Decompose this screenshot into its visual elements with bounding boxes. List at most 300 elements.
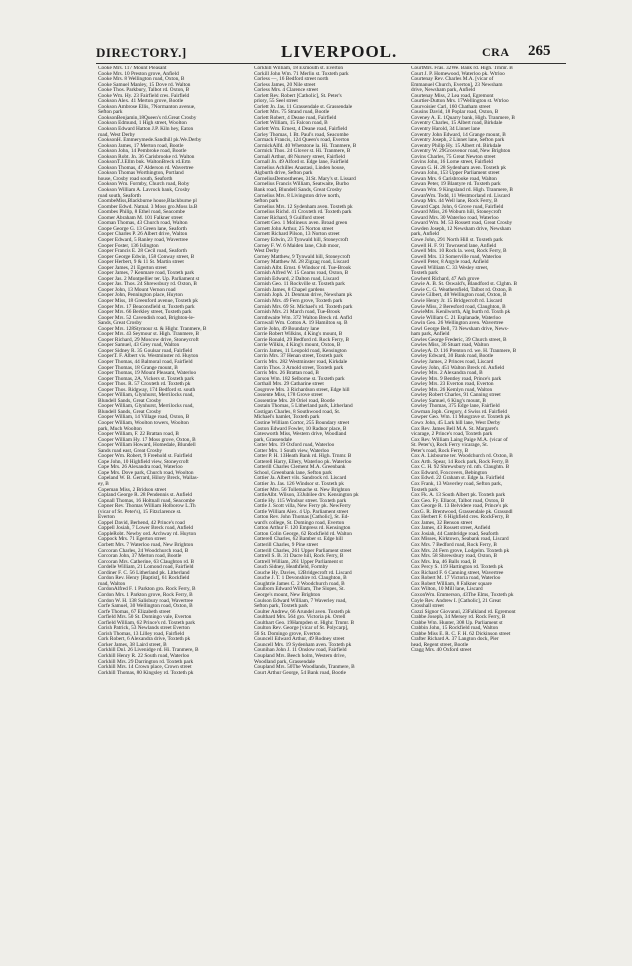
directory-entry: Corson Wm. 182 Selborne st. Toxteth park <box>254 375 345 382</box>
directory-entry: Cooper Wm. Robert, 9 Freehold st. Fairfield <box>98 453 193 460</box>
directory-entry: Cowx John, 45 Lark hill lane, West Derby <box>411 420 501 426</box>
directory-entry: CowieMrs. Kenilworth, Alg burth rd. Toxth pk <box>411 309 511 316</box>
directory-entry: Coulthard Mrs. 564 gro. Victoria pk. Orrell <box>254 614 346 621</box>
directory-entry: Cooper Thos. R. 57 Croxteth rd. Toxteth pk <box>98 381 191 388</box>
directory-entry: Coventry W. 29Grosvenor road, New Brighton <box>411 148 511 155</box>
directory-entry: Cornwall Wm. Cotton A. 19 Hamilton sq. B <box>254 320 348 327</box>
directory-entry: Covins John, 16 Lorne street, Fairfield <box>411 159 493 166</box>
directory-entry: Cooper George Edwin, 158 Conway street, B <box>98 253 195 260</box>
column-1 <box>98 66 254 676</box>
directory-entry: Emmanuel Church, Everton], 23 Newsham <box>411 81 503 88</box>
directory-entry: Cotton Arthur F. 120 Empress rd. Kensington <box>254 525 351 532</box>
directory-entry: Blundell Sands, Great Crosby <box>98 408 162 415</box>
directory-entry: Court Arthur George, 54 Bank road, Bootle <box>254 669 346 676</box>
directory-entry: Cox Fk. A. 13 South Albert pk. Toxteth park <box>411 492 506 499</box>
directory-entry: Cragg Mrs. 40 Oxford street <box>411 647 472 654</box>
directory-entry: Corrin James, 11 Leopold road, Kensington <box>254 347 347 354</box>
directory-entry: Cornett John Arthur, 25 Norton street <box>254 225 334 232</box>
directory-entry: Cox James, 43 Rossett street, Anfield <box>411 525 491 532</box>
directory-entry: Cottier Jn. Jas. 126 Windsor st. Toxteth pk <box>254 481 344 488</box>
directory-entry: priory, 55 Seel street <box>254 98 298 105</box>
directory-entry: Cowie Gilbert, 48 Wellington road, Oxton, B <box>411 292 507 299</box>
directory-entry: Corrie Wilkin, 4 King's mount, Oxton, B <box>254 342 341 349</box>
directory-entry: Cowell H. F. 91 Townsend lane, Anfield <box>411 242 497 249</box>
directory-entry: Corney Matthew M. 28 Zigzag road, Liscard <box>254 259 350 266</box>
directory-entry: Corlett Mrs. 75 Strand road, Bootle <box>254 109 330 116</box>
directory-entry: Cooper Mrs. 43 Seymour st. High. Tranmere, B <box>98 331 200 338</box>
directory-entry: CooperT. F. Albert vis. Westminster rd. Huyton <box>98 353 199 360</box>
directory-entry: Cowe John, 291 North Hill st. Toxteth park <box>411 236 503 243</box>
directory-entry: Corrie John, 49 Boundary lane <box>254 325 320 332</box>
directory-entry: Cowell Mrs. 10 Rock la. west, Rock Ferry, B <box>411 248 507 255</box>
directory-entry: Copland George R. 28 Pendennis st. Anfield <box>98 492 193 499</box>
directory-entry: Cowie Henry Jr. 15 Bridgecroft rd. Liscard <box>411 297 503 304</box>
directory-entry: Cookson John, 14 Pembroke road, Bootle <box>98 148 187 155</box>
directory-entry: Cooper James, 21 Egerton street <box>98 264 167 271</box>
directory-entry: Cooper Thomas, 19 Mount Pleasant, Waterloo <box>98 370 197 377</box>
directory-entry: Cowley James, 2 Princes road, Liscard <box>411 358 494 365</box>
directory-entry: Cope John, 10 Highfield view, Stoneycroft <box>98 458 189 465</box>
directory-entry: CoombeMiss,Blackburne house,Blackburne pl <box>98 198 197 205</box>
directory-entry: Coventry Charles, 15 Albert road, Birkdale <box>411 120 503 127</box>
directory-entry: Cooper Herbert, 9 & 11 St. Martin street <box>98 259 184 266</box>
directory-entry: Cornish Mrs. 49 Fern grove, Toxteth park <box>254 297 343 304</box>
directory-entry: Crabbe Joseph, 34 Mersey rd. Rock Ferry, B <box>411 614 506 621</box>
directory-entry: park, Much Woolton <box>98 425 142 432</box>
directory-entry: Cooper William Hy. 17 Moss grove, Oxton, B <box>98 436 196 443</box>
directory-entry: CordonAlfred F. 1 Parkton gro. Rock Ferry, B <box>98 586 196 593</box>
directory-entry: Cox Robert William, 8 Falkner square <box>411 580 492 587</box>
directory-entry: Cordelle William, 21 Lomond road, Fairfield <box>98 564 194 571</box>
directory-entry: Cooper John, Pennington place, Huyton <box>98 292 183 299</box>
directory-entry: Corlett Jn. Jas. 11 Grassendale st. Grassendale <box>254 103 353 110</box>
directory-entry: Cornish Geo. 11 Rockville st. Toxteth park <box>254 281 345 288</box>
directory-entry: (vicar of St. Peter's), 15 Fitzclarence st. <box>98 508 182 515</box>
directory-entry: Coppock Mrs. 71 Egerton street <box>98 536 166 543</box>
directory-entry: Cooper William, Woolton towers, Woolton <box>98 420 189 426</box>
directory-entry: Cornish Joph. 21 Denman drive, Newsham pk <box>254 292 352 299</box>
directory-entry: Woodland park, Grassendale <box>254 658 315 665</box>
directory-entry: Cooper William, 14 Village road, Oxton, B <box>98 414 190 421</box>
directory-entry: Cox Robert M. 17 Victoria road, Waterloo <box>411 575 501 582</box>
directory-entry: Coomer Abraham M. 101 Falkner street <box>98 214 183 221</box>
directory-entry: Corney Edwin, 23 Tynwald hill, Stoneycroft <box>254 236 349 243</box>
directory-entry: Cottrell William, 261 Upper Parliament st <box>254 558 343 565</box>
directory-entry: Cooper James, 7 Kenmare road, Toxteth park <box>98 270 195 277</box>
directory-entry: road south, Seaforth <box>98 192 141 199</box>
directory-entry: Counihan John J. 11 Onslow road, Fairfield <box>254 647 347 654</box>
directory-entry: CottleAlbt. Wilson, 33Jubilee drv. Kensington pk <box>254 492 359 499</box>
directory-entry: Corkhill William, 18 Exmouth st. Everton <box>254 66 343 71</box>
directory-entry: Cowley Robert Charles, 91 Canning street <box>411 392 501 399</box>
directory-entry: Cowman Joph. Gregory, 4 Swiss rd. Fairfield <box>411 408 508 415</box>
directory-entry: Courvoisier Carl, 160 Chatham street <box>411 103 491 110</box>
directory-entry: Couche J. T. 1 Devonshire rd. Claughton, B <box>254 575 347 582</box>
directory-entry: Councell Mrs. 19 Sydenham aven. Toxteth pk <box>254 641 352 648</box>
directory-entry: Cornthwaite Wm. 372 Walton Breck rd. Anfld <box>254 314 352 321</box>
directory-entry: Cowell Peter, 8 Argyle road, Anfield <box>411 259 489 266</box>
directory-entry: Corbett Mrs. 7 Waterloo road, New Brighton <box>98 542 194 549</box>
directory-entry: Cox Arth. Spear, 14 Rock park, Rock Ferry, B <box>411 458 509 465</box>
directory-entry: Cowl George Bell, 73 Newsham drive, News- <box>411 325 509 332</box>
directory-entry: Cooper Mrs. 17 Beaconsfield st. Toxteth park <box>98 303 195 310</box>
directory-entry: Cowles Miss, 36 Stuart road, Walton <box>411 342 489 349</box>
directory-entry: Cornelius Mrs. 12 Sydenham aven. Toxteth pk <box>254 203 353 210</box>
directory-entry: Cooper Sidney R. 35 Goulsar road, Fairfield <box>98 347 193 354</box>
directory-entry: Cowie A. B. St. Oswald's, Blandford st. Clghtn. B <box>411 281 518 288</box>
directory-entry: Cookson Ambrose Ellis, 7Normanton avenue, <box>98 103 196 110</box>
directory-entry: Cooke Samuel Manley, 15 Dove rd. Walton <box>98 81 191 88</box>
directory-entry: Cooper John, 13 Mount Vernon road <box>98 286 176 293</box>
directory-entry: Cowan Mrs. 6 Carisbrooke road, Walton <box>411 175 497 182</box>
header-city-title: LIVERPOOL. <box>281 42 398 61</box>
directory-entry: Cooper Richard, 29 Moscow drive, Stoneycroft <box>98 336 199 343</box>
directory-entry: Cox Josiah, 44 Cambridge road, Seaforth <box>411 530 499 537</box>
directory-entry: Cowley Mrs. 26 Kemlyn road, Walton <box>411 386 493 393</box>
directory-entry: Coope George G. 13 Green lane, Seaforth <box>98 225 187 232</box>
directory-entry: ey, B <box>98 481 109 488</box>
directory-entry: Cooper William Howard, Homedale, Blundell <box>98 442 196 449</box>
directory-entry: CourtMrs. Fras. 32We. Bank rd. High. Trnmr. B <box>411 66 513 71</box>
directory-entry: Courtenay Rev. Charles M.A. [vicar of <box>411 76 494 83</box>
directory-entry: park, Grassendale <box>254 436 292 443</box>
directory-entry: Cottier Mrs. 56 Tollemache st. New Brighton <box>254 486 351 493</box>
directory-entry: Cooper Mrs. 128Stymour st. & Highr. Tranmere, B <box>98 325 207 332</box>
directory-entry: Crabbe Wm. Hunter, 308 Up. Parliament st <box>411 619 503 626</box>
directory-entry: Corish Thomas, 13 Lilley road, Fairfield <box>98 630 184 637</box>
directory-entry: Cornish Edward, 2 Dalton road, Liscard <box>254 275 339 282</box>
directory-entry: Coward Wm. M. 53 Rossett road, Great Crosby <box>411 220 513 227</box>
directory-entry: CorneliusDemosthenes, 31St. Mary's st. Lissard <box>254 175 356 182</box>
directory-entry: CowanWm. Todd, 11 Westmorland rd. Liscard <box>411 192 510 199</box>
directory-entry: Cowley Thomas, 375 Edge lane, Fairfield <box>411 403 500 410</box>
directory-entry: Coupland Mrs. Beech holm, Western drive, <box>254 652 346 659</box>
directory-entry: ham park, Anfield <box>411 331 450 338</box>
directory-entry: Cox Misses, Kirktown, Seabank road, Liscard <box>411 536 509 543</box>
directory-entry: CoxG. R. Brentwood, Grassendale pk. Grassndl <box>411 508 513 515</box>
directory-entry: Cordon Rev. Henry [Baptist], 61 Rockfield <box>98 575 190 582</box>
directory-entry: Cowan John, 153 Upper Parliament street <box>411 170 500 177</box>
directory-entry: Sands, Great Crosby <box>98 320 142 327</box>
directory-entry: Couche Hy. Davies, 12Bridgecroft rd. Liscard <box>254 569 352 576</box>
directory-entry: Cooper William, F. 22 Brattan road, B <box>98 431 179 438</box>
directory-entry: Cooper William, Glynhurst, Merrilocks road, <box>98 392 194 399</box>
directory-entry: Cookson Alex. 41 Merton grove, Bootle <box>98 98 184 105</box>
directory-entry: Corrie Ronald, 29 Bedford rd. Rock Ferry, B <box>254 336 349 343</box>
page-header <box>96 40 566 62</box>
directory-entry: West Derby <box>254 248 280 255</box>
directory-entry: head, Regent street, Bootle <box>411 641 469 648</box>
directory-entry: Coulthart Geo. 19Hampden st. Highr. Trnmr. B <box>254 619 355 626</box>
directory-entry: Cooper Jas. 2 Montpellier ter. Up. Parliament st <box>98 275 200 282</box>
directory-entry: Corkhill Dnl. 26 Livenidge rd. Hi. Tranmere, B <box>98 647 199 654</box>
directory-entry: Cormick Thos. 24 Glover st. Hi. Tranmere, B <box>254 148 351 155</box>
directory-entry: Sefton park <box>98 109 123 116</box>
directory-entry: Cottle William Alex. 4 Up. Parliament street <box>254 508 349 515</box>
directory-entry: Cowley Mrs. 23 Everton road, Everton <box>411 381 494 388</box>
directory-entry: Coulborn Edward William, The Slopes, St. <box>254 586 345 593</box>
directory-entry: Coventry Joseph, 2 Linnet lane, Sefton park <box>411 137 505 144</box>
directory-entry: Corris Mrs. 282 Westminster road, Kirkdale <box>254 358 348 365</box>
directory-entry: CooksonH. Emmerymede.Sandhill pk.We.Derby <box>98 137 202 144</box>
directory-entry: road, Walton <box>98 580 126 587</box>
directory-entry: CoppleRobt. Newby ord. Archway rd. Huyton <box>98 530 196 537</box>
directory-entry: Cotton Rev. John Thomas [Catholic], St. Ed- <box>254 514 350 521</box>
directory-entry: Court J. P. Homewood, Waterloo pk. Wtrloo <box>411 70 505 77</box>
directory-entry: Cooke Wm. Hy. 23 Fairfield cres. Fairfield <box>98 92 190 99</box>
directory-entry: Copner Rev. Thomas William Holborow L.Th <box>98 503 196 510</box>
directory-entry: Costigan Charles, 8 Southwood road, St. <box>254 408 341 415</box>
directory-entry: Cooper Thomas, 44 Balmoral road, Fairfield <box>98 358 193 365</box>
directory-entry: Cox George R. 13 Belvidere road, Prince's pk <box>411 503 508 510</box>
directory-entry: Cookson James, 17 Merton road, Bootle <box>98 142 184 149</box>
directory-entry: Cooke Mrs. 117 Mount Pleasant <box>98 66 167 71</box>
directory-entry: Cotterill Charles Clement M.A. Greenbank <box>254 464 346 471</box>
directory-entry: Corlett Rev. Robert [Catholic], St. Peter's <box>254 92 342 99</box>
directory-entry: Cotterell Harry, Ellery, Waterloo pk. Waterloo <box>254 458 352 465</box>
directory-entry: Cowden Joseph, 12 Newsham drive, Newsham <box>411 225 511 232</box>
directory-entry: CormickAlfd. 40 Whetstone la. Hi. Tranmere, B <box>254 142 357 149</box>
directory-entry: Cowley Samuel, 6 King's mount, B <box>411 397 486 404</box>
directory-entry: Cornelius Mrs. 8 Livingston drive north, <box>254 192 341 199</box>
directory-entry: Aigburth drive, Sefton park <box>254 170 313 177</box>
directory-entry: Corkhill Mrs. 14 Crown place, Crown street <box>98 664 192 671</box>
directory-entry: Cox Richard F. 6 Canning street, Wavertree <box>411 569 504 576</box>
directory-entry: Cowap Mrs. 44 Well lane, Rock Ferry, B <box>411 198 498 205</box>
directory-entry: Corless —, 16 Bedford street north <box>254 76 329 83</box>
directory-entry: Cowper Geo. Wm. 11 Musgrave st. Toxteth pk <box>411 414 510 421</box>
directory-entry: Corner Richard, 9 Guilford street <box>254 214 325 221</box>
directory-entry: Coveney A. E. 1Quarry bank, High. Tranmere, B <box>411 114 515 121</box>
directory-entry: Corcoran John, 37 Merton road, Bootle <box>98 553 182 560</box>
directory-entry: Coupland Mrs. 50The Woodlands, Tranmere, B <box>254 664 355 671</box>
directory-entry: Cox Rev. William Laing Paige M.A. (vicar of <box>411 436 508 443</box>
directory-entry: park, Anfield <box>411 231 439 238</box>
directory-entry: Corless Mrs. 4 Clarence street <box>254 87 318 94</box>
directory-entry: Cooke Thos. Parkbury, Talbot rd. Oxton, B <box>98 87 190 94</box>
directory-entry: Councell Edward Arthur, 49 Rodney street <box>254 636 345 643</box>
directory-entry: Corlett Robert, 4 Deane road, Fairfield <box>254 114 337 121</box>
directory-entry: Cooper Miss, 18 Greenford avenue, Toxteth pk <box>98 297 198 304</box>
directory-entry: Cowell Mrs. 13 Somerville road, Waterloo <box>411 253 502 260</box>
directory-entry: Cowan Wm. 9 Kingsland rd. High. Tranmere, B <box>411 187 513 194</box>
directory-entry: Cox Edward, Foxcovers, Bebington <box>411 469 488 476</box>
directory-entry: Corcoran Mrs. Catherine, 63 Claughton rd. B <box>98 558 195 565</box>
directory-entry: Cordiner F. C. 56 Litherland pk. Litherland <box>98 569 190 576</box>
directory-entry: Cooper Francis E. 28 Cecil road, Seaforth <box>98 248 187 255</box>
directory-entry: Sefton park <box>254 198 279 205</box>
directory-entry: Cooman Thomas, 43 Church road, Walton <box>98 220 188 227</box>
directory-entry: Michael's hamlet, Toxteth park <box>254 414 320 421</box>
directory-entry: Cooper William, Glynhurst, Merrilocks road, <box>98 403 194 410</box>
directory-entry: Coulton Rev. George [vicar of St. Polycarp], <box>254 625 349 632</box>
directory-entry: Cooper Foster, 136 Islington <box>98 242 159 249</box>
directory-entry: Coppell Josiah, 7 Lower Breck road, Anfield <box>98 525 194 532</box>
header-section-title: DIRECTORY.] <box>96 45 187 60</box>
directory-entry: Cowie William C. 21 Esplanade, Waterloo <box>411 314 501 321</box>
directory-entry: Corley Thomas, 1 Bt. Paul's road, Seacombe <box>254 131 349 138</box>
directory-entry: Coventry John Edward, 14 Grange mount, B <box>411 131 506 138</box>
directory-entry: Coomber Edwd. Natnal. 3 Moss gro.Moss la.B <box>98 203 198 210</box>
directory-entry: Cooper Thos. Ridgway, 174 Bedford st. south <box>98 386 196 393</box>
directory-entry: house, Crosby road south, Seaforth <box>98 175 173 182</box>
directory-entry: Bank road, Blundell Sands, Great Crosby <box>254 187 342 194</box>
directory-entry: Coston Edward Fowler, 10 Radnor place, B <box>254 425 347 432</box>
directory-entry: Corfield William, 62 Prince's rd. Toxteth park <box>98 619 195 626</box>
directory-entry: Cowie C. G. Weathersfield, Talbot rd. Oxton, B <box>411 286 512 293</box>
directory-entry: Cox Mrs. Ina, 46 Balls road, B <box>411 558 477 565</box>
directory-entry: vicarage, 2 Prince's road, Toxteth park <box>411 431 493 438</box>
directory-entry: Cornett Geo. 1 Molineux aven. Broad green <box>254 220 348 227</box>
directory-entry: Corfe Thomas, 67 Elizabeth street <box>98 608 171 615</box>
directory-entry: Cotter Mrs. 19 Oxford road, Waterloo <box>254 442 335 449</box>
directory-entry: Cowley Mrs. 9 Bentley road, Prince's park <box>411 375 502 382</box>
directory-entry: Courtenay Miss, 2 Lea road, Egremont <box>411 92 494 99</box>
directory-entry: Corthall Mrs. 29 Catharine street <box>254 381 324 388</box>
directory-entry: Cox Mrs. 7 Bedford road, Rock Ferry, B <box>411 542 497 549</box>
directory-entry: Cotterill Charles, 261 Upper Parliament street <box>254 547 352 554</box>
directory-entry: Coppel David, Berhend, 42 Prince's road <box>98 519 185 526</box>
directory-entry: drive, Newsham park, Anfield <box>411 87 475 94</box>
directory-entry: Cookson Edmund, 1 High street, Woolton <box>98 120 187 127</box>
directory-entry: Cox Mrs. 24 Fern grove, Lodgelm. Toxteth pk <box>411 547 510 554</box>
directory-entry: Corris Mrs. 26 Brattan road, B <box>254 370 319 377</box>
directory-entry: Cooke Mrs. 10 Preston grove, Anfield <box>98 70 179 77</box>
directory-entry: Cooper Mrs. 52 Cavendish road, Brighton-le- <box>98 314 195 321</box>
directory-entry: 56 St. Domingo grove, Everton <box>254 630 321 637</box>
directory-entry: Cornelius Francis William, Seatwaite, Burbo <box>254 181 350 188</box>
directory-entry: Cossentine Mrs. 28 Oriel road, Bootle <box>254 397 335 404</box>
directory-entry: Courtier-Dutton Mrs. 17Wellington st. Wtrloo <box>411 98 509 105</box>
directory-entry: Corney F. W. 6 Maiden lane, Club moor, <box>254 242 341 249</box>
directory-entry: CooksonBenjamin,18Queen's rd.Great Crosby <box>98 114 197 121</box>
directory-entry: Corfield Mrs. 50 St. Domingo vale, Everton <box>98 614 192 621</box>
directory-entry: ward's college, St. Domingo road, Everton <box>254 519 345 526</box>
directory-entry: Corrin Thos. 3 Arnold street, Toxteth park <box>254 364 344 371</box>
directory-entry: Cotter Mrs. 1 South view, Waterloo <box>254 447 330 454</box>
directory-entry: Cowherd Richard, 47 Ash grove <box>411 275 480 282</box>
directory-entry: Cox Percy S. 119 Hartington rd. Toxteth pk <box>411 564 504 571</box>
directory-entry: Cork Robert, 6 Alexandra drive, Toxteth pk <box>98 636 191 643</box>
directory-entry: Everton <box>98 514 115 521</box>
directory-entry: Coughtrie James C. 2 Woodchurch road, B <box>254 580 345 587</box>
directory-entry: Copnall Thomas, 16 Holtnall road, Seacombe <box>98 497 195 504</box>
directory-entry: George's mount, New Brighton <box>254 591 321 598</box>
directory-entry: Cowan Peter, 19 Blantyre rd. Toxteth park <box>411 181 501 188</box>
directory-entry: Cornelius Richd. 41 Croxteth rd. Toxteth park <box>254 209 352 216</box>
directory-entry: Cornish Mrs. 69 St. Michael's rd. Toxteth park <box>254 303 353 310</box>
header-index-letters: CRA <box>482 45 510 59</box>
directory-entry: Copeman Miss, 2 Bridson street <box>98 486 167 493</box>
directory-entry: Cottier Ja. Albert vils. Sandrock rd. Liscard <box>254 475 347 482</box>
directory-entry: Cooper Samuel, 43 Grey road, Walton <box>98 342 180 349</box>
directory-entry: Cope Mrs. Dove park, Church road, Woolton <box>98 469 194 476</box>
directory-entry: Cotterill Charles, 9 Pine street <box>254 542 318 549</box>
directory-entry: CowleyA. D. 116 Prenton rd. we. H. Tranmere, B <box>411 347 517 354</box>
directory-entry: Cottrell S. B. 31 Dacre hill, Rock Ferry, B <box>254 553 344 560</box>
directory-entry: road, West Derby <box>98 131 135 138</box>
directory-entry: Toxteth park <box>411 486 438 493</box>
directory-entry: Cox Frank, 13 Waverley road, Sefton park, <box>411 481 503 488</box>
directory-entry: Corney Matthew, 9 Tynwald hill, Stoneycroft <box>254 253 351 260</box>
directory-entry: Cowie Miss, 2 Beresford road, Claughton, B <box>411 303 506 310</box>
directory-entry: Cox A. Lisbourne ter. Woodchurch rd. Oxton, B <box>411 453 513 460</box>
directory-entry: Cookson Wm. Formby, Church road, Roby <box>98 181 190 188</box>
directory-entry: Coward Miss, 26 Woburn hill, Stoneycroft <box>411 209 502 216</box>
directory-entry: Peter's road, Rock Ferry, B <box>411 447 469 454</box>
directory-entry: Toxteth park <box>411 270 438 277</box>
directory-entry: St. Peter's), Rock Ferry vicarage, St. <box>411 442 489 449</box>
directory-entry: Coulson Edward William, 7 Waverley road, <box>254 597 347 604</box>
header-divider <box>96 63 566 64</box>
directory-entry: Coulter Andrew, 66 Arundel aven. Toxteth pk <box>254 608 351 615</box>
directory-entry: Cooper Thomas, 2A, Vickers st. Toxteth park <box>98 375 194 382</box>
directory-entry: Cox Mrs. 58 Shrewsbury road, Oxton, B <box>411 553 498 560</box>
directory-entry: Cowell William C. 33 Wesley street, <box>411 264 489 271</box>
directory-entry: Cotterell Charles, 62 Bamber st. Edge hill <box>254 536 343 543</box>
directory-entry: Coyle Rev. Andrew I. [Catholic], 21 Great <box>411 597 501 604</box>
directory-entry: Corcoran Charles, 24 Woodchurch road, B <box>98 547 189 554</box>
directory-entry: Crosshall street <box>411 603 444 610</box>
directory-entry: Cornall Jn. 49 Alford st. Edge lane, Fairfield <box>254 159 349 166</box>
directory-entry: Coward Mrs. 30 Waterloo road, Waterloo <box>411 214 499 221</box>
directory-entry: Corkhill Thomas, 80 Kingsley rd. Toxteth pk <box>98 669 194 676</box>
directory-entry: Cordon W. H. 138 Salisbury road, Wavertree <box>98 597 193 604</box>
directory-entry: Cooper Jas. Thos. 24 Shrewsbury rd. Oxton, B <box>98 281 197 288</box>
directory-entry: Cozzi Signor Giovanni, 23Falkland rd. Egremont <box>411 608 516 615</box>
directory-entry: Cornelius Achilles Anastasi, Linden house, <box>254 164 346 171</box>
directory-entry: Sands road east, Great Crosby <box>98 447 162 454</box>
directory-entry: Couch Sidney, Heathfield, Formby <box>254 564 328 571</box>
column-2 <box>254 66 410 676</box>
directory-entry: Cornish James, 8 Chapel gardens <box>254 286 325 293</box>
directory-entry: Sefton park, Toxteth park <box>254 603 308 610</box>
directory-entry: CooksonT.J.Ellm bnk. WaltonBreck rd.Ertn <box>98 159 191 166</box>
directory-entry: Cowley Mrs. 2 Alexandra road, B <box>411 370 483 377</box>
directory-entry: Cooke Mrs. 8 Wellington road, Oxton, B <box>98 76 185 83</box>
directory-entry: Cooper Mrs. 66 Berkley street, Toxteth park <box>98 309 192 316</box>
directory-entry: Crabbin John, 15 Rockfield road, Walton <box>411 625 499 632</box>
directory-entry: Corker James, 38 Laird street, B <box>98 641 167 648</box>
directory-entry: Cox Wilton, 10 Mill lane, Liscard <box>411 586 483 593</box>
directory-entry: Cookson Robt. Jn. 36 Carisbrooke rd. Walton <box>98 153 195 160</box>
directory-entry: Cormack Francis, 124 Queen's road, Everton <box>254 137 350 144</box>
directory-entry: Cowles George Frederic, 39 Church street, B <box>411 336 507 343</box>
directory-entry: Cowin Geo. 26 Wellington aven. Wavertree <box>411 320 504 327</box>
directory-entry: Coward Capt. John, 6 Grove road, Fairfield <box>411 203 504 210</box>
directory-entry: Cookson Thomas, 47 Alderson rd. Wavertree <box>98 164 194 171</box>
directory-entry: Cousins David, 18 Poplar road, Oxton, B <box>411 109 499 116</box>
directory-entry: Cottle Hy. 115 Windsor street. Toxteth park <box>254 497 347 504</box>
directory-entry: Cox Geo. Fy. Ellacot, Talbot road, Oxton, B <box>411 497 505 504</box>
directory-entry: Cooper Edward, 5 Ranley road, Wavertree <box>98 236 188 243</box>
directory-entry: Crabbe Miss E. R. C. F. H. 62 Dickinson street <box>411 630 511 637</box>
directory-entry: Cossente Miss, 178 Grove street <box>254 392 323 399</box>
directory-entry: Cornett Richard Pilson, 13 Norton street <box>254 231 340 238</box>
directory-entry: Cotesworth Miss, Western drive, Woodland <box>254 431 347 438</box>
directory-entry: Costain Thomas, 5 Litherland park, Litherland <box>254 403 353 410</box>
directory-entry: Cox C. H. 92 Shrewsbury rd. nth. Claughtn. B <box>411 464 510 471</box>
directory-entry: Copeland W. B. Gerrard, Hilory Breck, Wallas- <box>98 475 199 482</box>
directory-entry: Cowan G. H. 28 Sydenham aven. Toxteth pk <box>411 164 506 171</box>
directory-entry: Cotter P. H. 13Heath Bank rd. High. Trnmr. B <box>254 453 352 460</box>
directory-entry: Coventry Philip Hy. 15 Albert rd. Birkdale <box>411 142 502 149</box>
directory-entry: Cookson Edward Hatton J.P. Kiln hey, Eaton <box>98 126 194 133</box>
directory-entry: Cooper Charles P. 26 Albert drive, Walton <box>98 231 188 238</box>
directory-entry: Cookson William A. Lavrock bank, Crosby <box>98 187 190 194</box>
directory-entry: Blundell Sands, Great Crosby <box>98 397 162 404</box>
directory-entry: Corfe Samuel, 30 Wellington road, Oxton, B <box>98 603 193 610</box>
